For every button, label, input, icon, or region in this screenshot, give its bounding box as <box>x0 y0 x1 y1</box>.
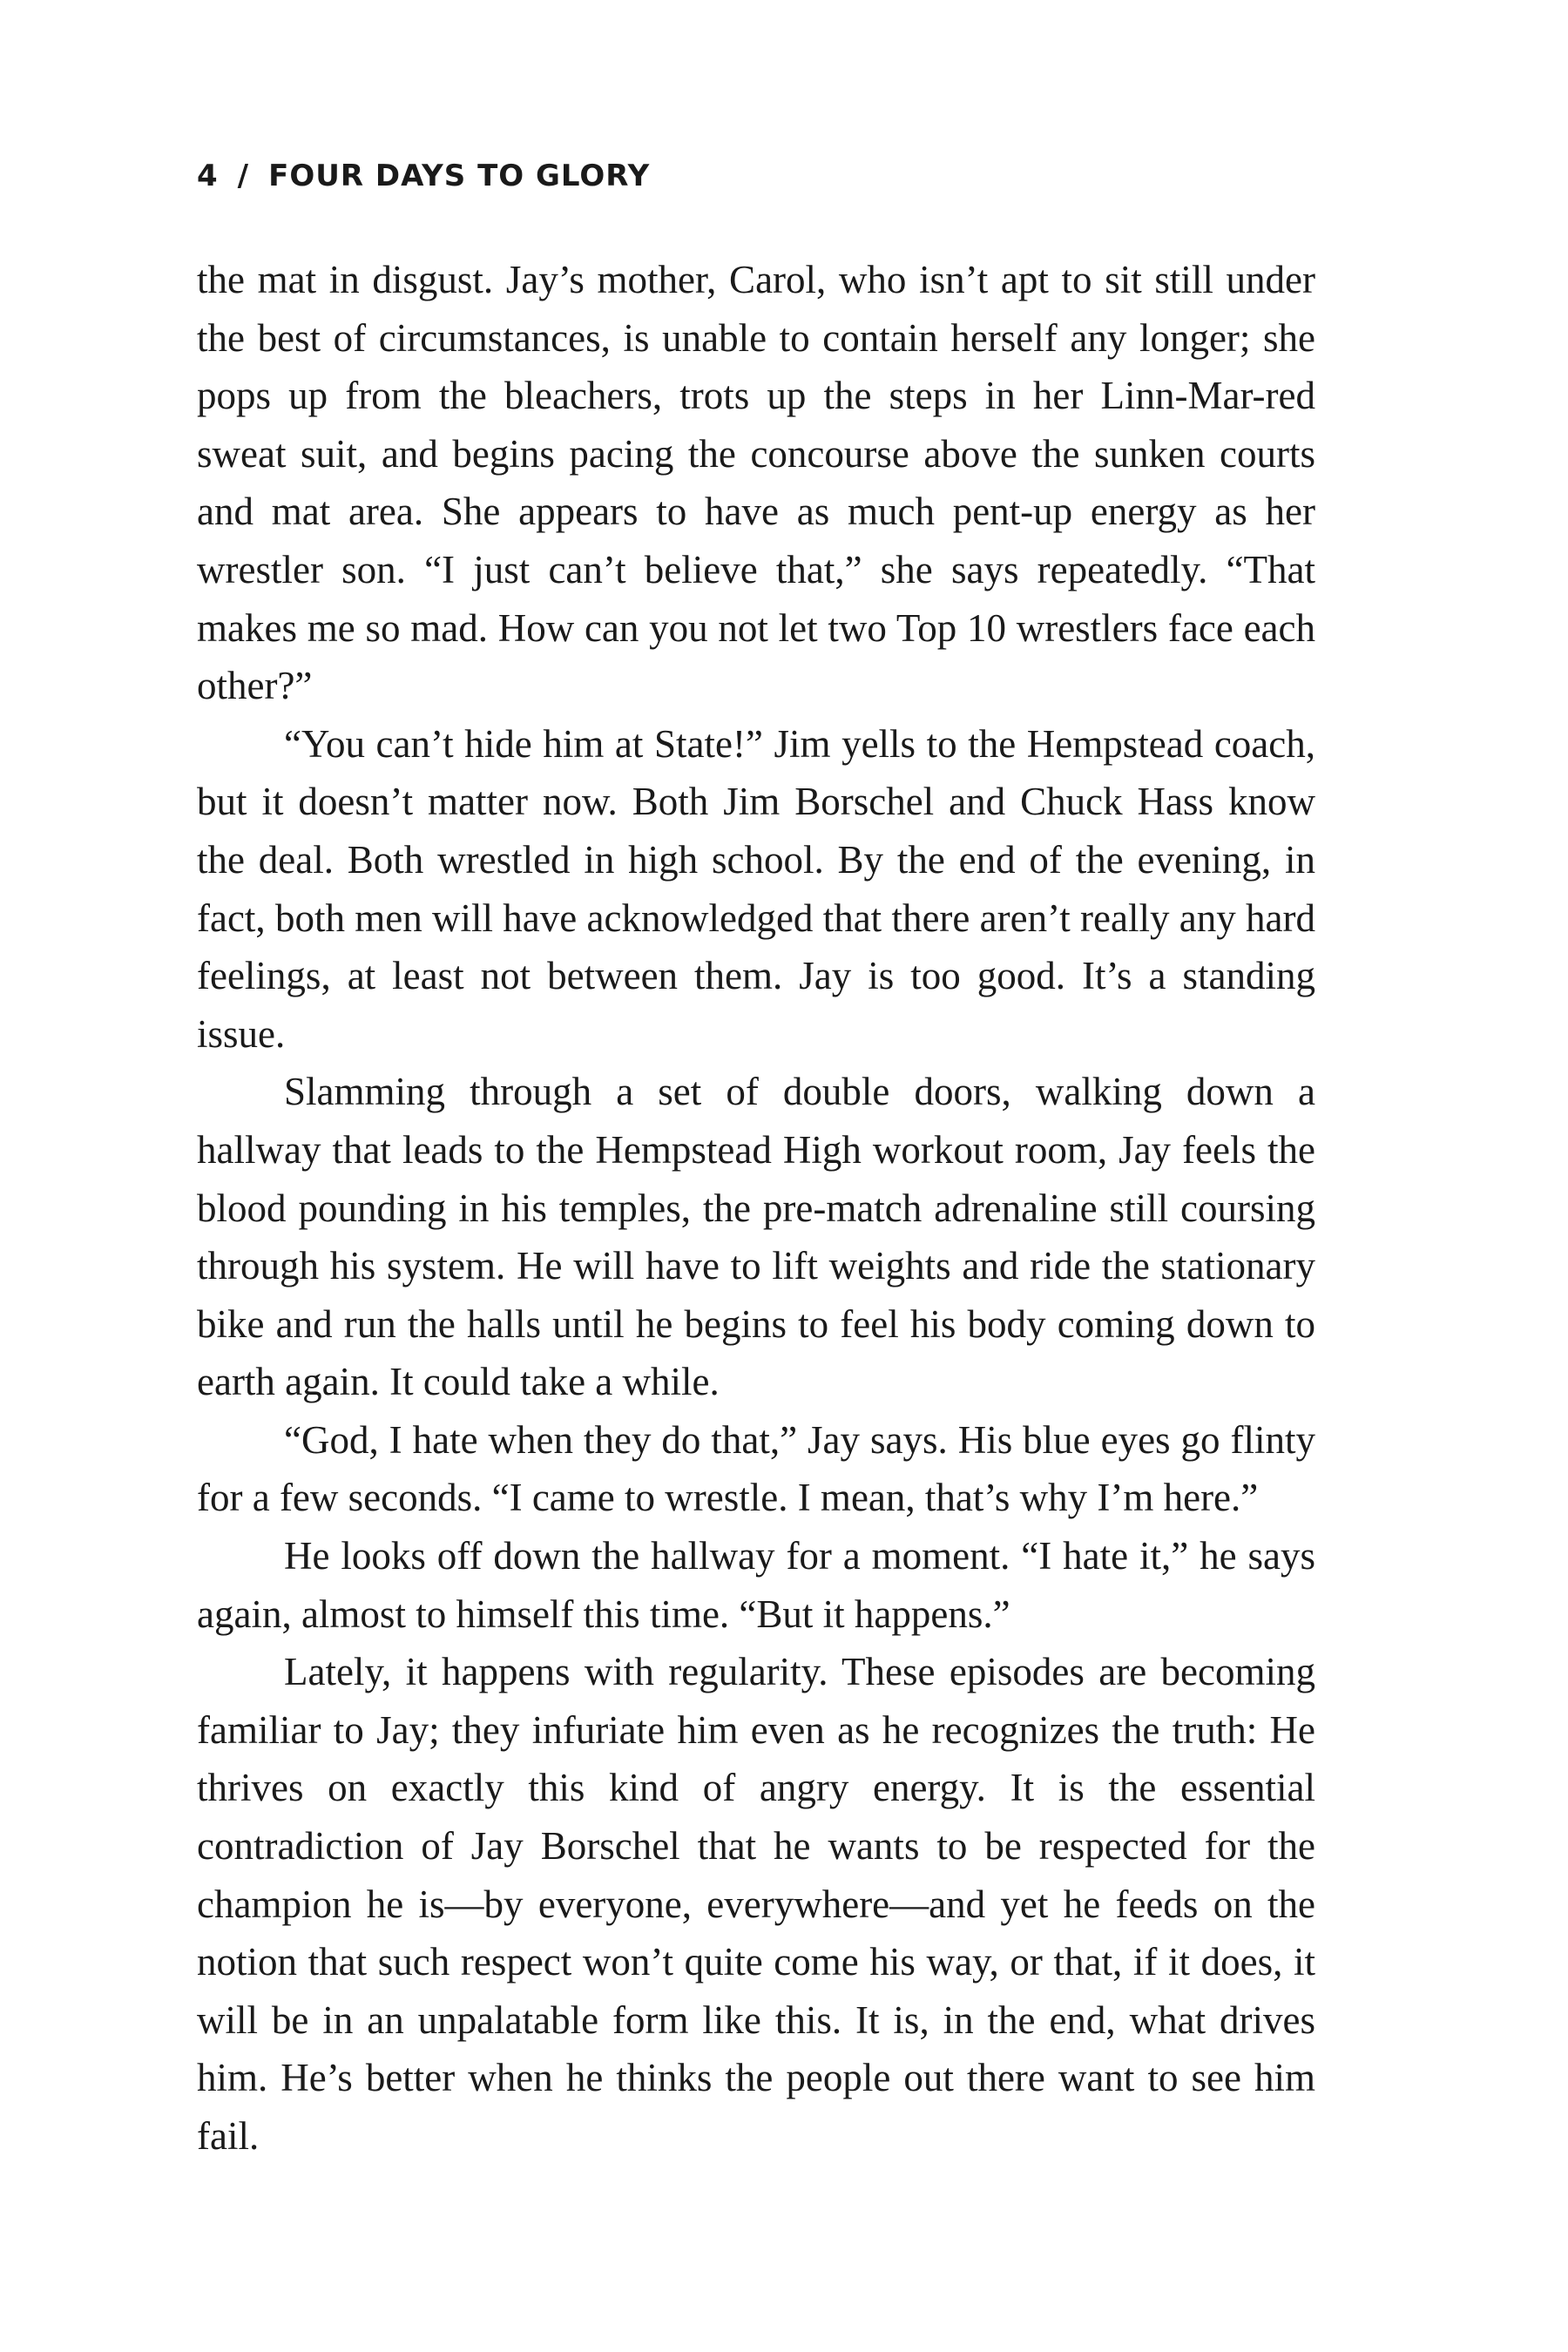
body-text <box>197 251 1315 2166</box>
running-head <box>197 159 650 193</box>
book-title: FOUR DAYS TO GLORY <box>268 159 651 193</box>
paragraph: Slamming through a set of double doors, walking down a hallway that leads to the Hempstead High workout room, Jay feels the blood pounding in his temples, the pre-match adrenaline still coursing through his system. He will have to lift weights and ride the stationary bike and run the halls until he begins to feel his body coming down to earth again. It could take a while. <box>197 1070 1315 1404</box>
paragraph-continued: the mat in disgust. Jay’s mother, Carol, who isn’t apt to sit still under the best of circumstances, is unable to contain herself any longer; she pops up from the bleachers, trots up the steps in her Linn-Mar-red sweat suit, and begins pacing the concourse above the sunken courts and mat area. She appears to have as much pent-up energy as her wrestler son. “I just can’t believe that,” she says repeatedly. “That makes me so mad. How can you not let two Top 10 wrestlers face each other?” <box>197 258 1315 708</box>
paragraph: He looks off down the hallway for a moment. “I hate it,” he says again, almost to himself this time. “But it happens.” <box>197 1534 1315 1636</box>
paragraph: “You can’t hide him at State!” Jim yells to the Hempstead coach, but it doesn’t matter now. Both Jim Borschel and Chuck Hass know the deal. Both wrestled in high school. By the end of the evening, in fact, both men will have acknowledged that there aren’t really any hard feelings, at least not between them. Jay is too good. It’s a standing issue. <box>197 721 1315 1056</box>
header-separator: / <box>237 159 250 193</box>
page-number: 4 <box>197 159 219 193</box>
paragraph: “God, I hate when they do that,” Jay says. His blue eyes go flinty for a few seconds. “I came to wrestle. I mean, that’s why I’m here.” <box>197 1417 1315 1520</box>
paragraph: Lately, it happens with regularity. These episodes are becoming familiar to Jay; they infuriate him even as he recognizes the truth: He thrives on exactly this kind of angry energy. It is the essential contradiction of Jay Borschel that he wants to be respected for the champion he is—by everyone, everywhere—and yet he feeds on the notion that such respect won’t quite come his way, or that, if it does, it will be in an unpalatable form like this. It is, in the end, what drives him. He’s better when he thinks the people out there want to see him fail. <box>197 1650 1315 2158</box>
